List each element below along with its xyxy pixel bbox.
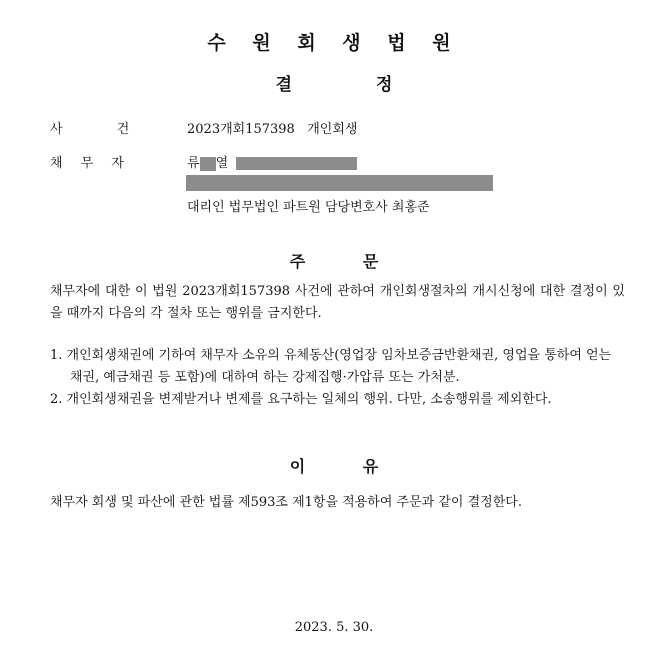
debtor-name-start: 류 [187,156,200,171]
debtor-label: 채 무 자 [50,156,124,171]
case-label: 사 건 [50,122,130,137]
representative: 대리인 법무법인 파트원 담당변호사 최홍준 [187,200,430,215]
debtor-value [187,152,357,171]
reason-heading: 이 유 [289,457,379,476]
case-number: 2023개회157398 [187,122,295,137]
order-heading: 주 문 [289,252,379,271]
decision-date: 2023. 5. 30. [294,620,374,635]
redaction-block [186,175,493,191]
document-type-title: 결 정 [275,75,393,95]
court-name: 수 원 회 생 법 원 [207,32,461,54]
redaction-block [200,157,216,171]
order-body: 채무자에 대한 이 법원 2023개회157398 사건에 관하여 개인회생절차의 개시신청에 대한 결정이 있을 때까지 다음의 각 절차 또는 행위를 금지한다. [50,284,625,321]
case-type: 개인회생 [307,122,358,137]
reason-body: 채무자 회생 및 파산에 관한 법률 제593조 제1항을 적용하여 주문과 같이 결정한다. [50,495,522,510]
order-item-2: 2. 개인회생채권을 변제받거나 변제를 요구하는 일체의 행위. 다만, 소송행위를 제외한다. [50,392,552,407]
redaction-block [236,157,357,170]
debtor-name-end: 열 [215,156,229,171]
order-item-1: 1. 개인회생채권에 기하여 채무자 소유의 유체동산(영업장 임차보증금반환채권, 영업을 통하여 얻는 채권, 예금채권 등 포함)에 대하여 하는 강제집행·가압류 또는 가처분. [50,348,612,385]
case-value [187,118,357,137]
